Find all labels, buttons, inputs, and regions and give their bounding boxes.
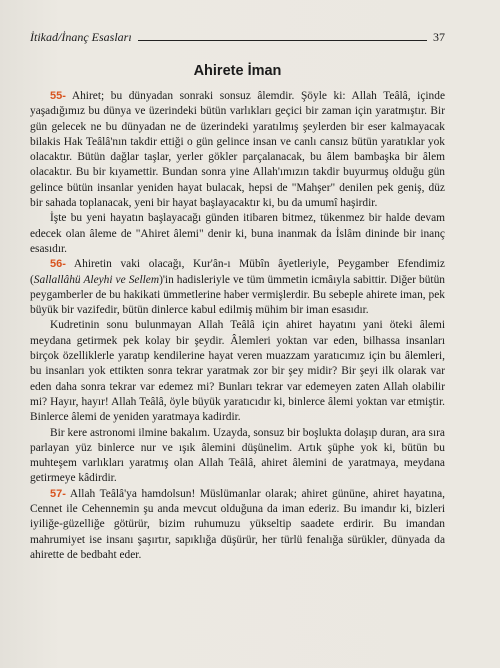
header-rule: [138, 40, 427, 41]
paragraph: [30, 211, 445, 257]
paragraph: [30, 487, 445, 563]
paragraph-text: Bir kere astronomi ilmine bakalım. Uzayda, sonsuz bir boşlukta dolaşıp duran, ara sıra parlayan yüz binlerce nur ve ışık âlemini düşünelim. Artık şüphe yok ki, bütün bu muhteşem varlıkları yaratmış olan Allah Teâlâ, ahiret âlemini de yaratmaya, meydana getirmeye kâdirdir.: [30, 426, 445, 485]
section-title: Ahirete İman: [193, 63, 282, 79]
paragraph-text: Ahiretin vaki olacağı, Kur'ân-ı Mübîn âyetleriyle, Peygamber Efendimiz (: [30, 258, 445, 286]
item-number: 57-: [50, 487, 66, 500]
item-number: 55-: [50, 90, 66, 102]
page-header: [30, 30, 445, 44]
salutation-italic: Sallallâhü Aleyhi ve Sellem: [33, 273, 160, 286]
paragraph-text: Kudretinin sonu bulunmayan Allah Teâlâ için ahiret hayatını yani öteki âlemi meydana getirmek pek kolay bir şeydir. Âlemleri yoktan var eden, bilhassa insanları birçok özelliklerle yaratıp kendilerine hayat veren muazzam yaratıcımız için bu âlemleri, bu insanları yok ettikten sonra tekrar yaratmak zor bir şey midir? Bir şeyi ilk olarak var eden daha sonra tekrar var edemez mi? Bunları tekrar var edemeyen zaten Allah olabilir mi? Hayır, hayır! Allah Teâlâ, öyle büyük yaratıcıdır ki, binlerce âlemi yoktan var etmiştir. Binlerce âlemi de yeniden yaratmaya kadirdir.: [30, 319, 445, 424]
paragraph: [30, 89, 445, 211]
body-text: [30, 89, 445, 563]
running-head: İtikad/İnanç Esasları: [30, 30, 132, 44]
paragraph-text: İşte bu yeni hayatın başlayacağı günden itibaren bitmez, tükenmez bir halde devam edecek olan âleme de "Ahiret âlemi" denir ki, buna inanmak da İslâm dininde bir inanç esasıdır.: [30, 212, 445, 255]
item-number: 56-: [50, 258, 66, 271]
paragraph-text: )'in hadisleriyle ve tüm ümmetin icmâıyla sabittir. Diğer bütün peygamberler de bu hakikati ümmetlerine haber vermişlerdir. Bu sebeple ahirete iman, pek büyük bir vazifedir, bütün dinlerce kabul edilmiş mühim bir iman esasıdır.: [30, 273, 445, 317]
paragraph-text: Allah Teâlâ'ya hamdolsun! Müslümanlar olarak; ahiret gününe, ahiret hayatına, Cennet ile Cehennemin şu anda mevcut olduğuna da iman ederiz. Bu imandır ki, bizleri iyiliğe-güzelliğe götürür, bizim ruhumuzu yükseltip saadete erdirir. Bu imandan mahrumiyet ise insanı şaşırtır, sapıklığa düşürür, her türlü fenalığa sürükler, dünyada da ahirette de bedbaht eder.: [30, 487, 445, 561]
page-number: 37: [433, 30, 445, 44]
paragraph-text: Ahiret; bu dünyadan sonraki sonsuz âlemdir. Şöyle ki: Allah Teâlâ, içinde yaşadığımız bu dünya ve üzerindeki bütün varlıkları geçici bir zaman için yaratmıştır. Bir gün gelecek ne bu dünyadan ne de üzerindeki yaratılmış şeylerden bir eser kalmayacak bilakis Hak Teâlâ'nın takdir ettiği o gün gelince insan ve canlı cansız bütün yaratıklar yok olacaktır. Bütün dağlar taşlar, yerler gökler parçalanacak, bu âlem bambaşka bir âlem olacaktır. Bu bir kıyamettir. Bundan sonra yine Allah'ımızın takdir buyurmuş olduğu gün gelince bütün insanlar yeniden hayat bulacak, hepsi de "Mahşer" denilen pek geniş, düz bir sahada toplanacak, yeni bir hayat başlayacaktır ki, bu da umumî haşirdir.: [30, 90, 445, 210]
paragraph: [30, 426, 445, 487]
paragraph: [30, 257, 445, 318]
paragraph: [30, 318, 445, 425]
